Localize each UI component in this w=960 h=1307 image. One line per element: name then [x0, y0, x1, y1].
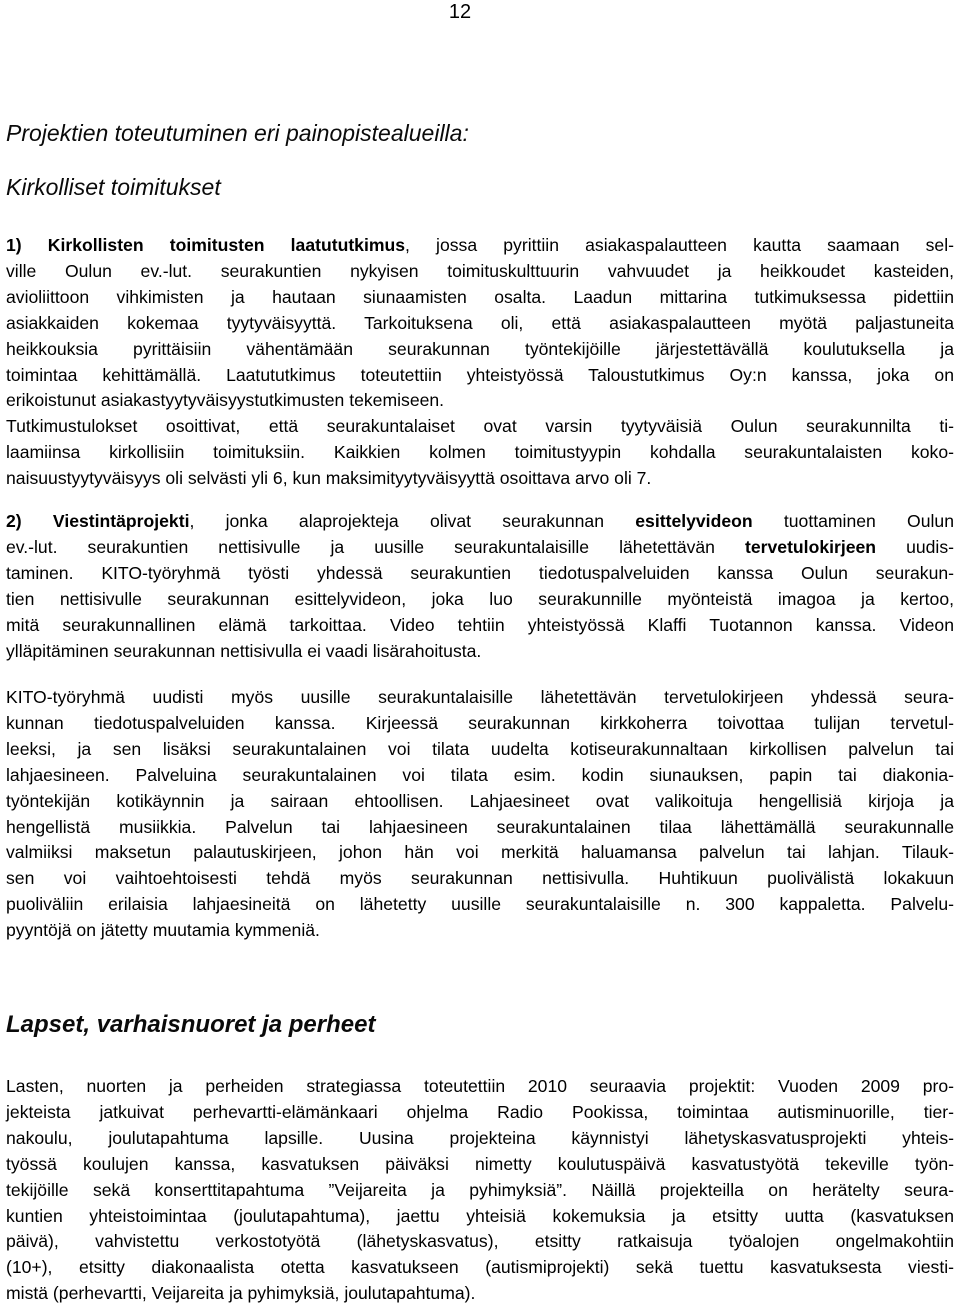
- text-line: erikoistunut asiakastyytyväisyystutkimusten tekemiseen.: [6, 390, 445, 411]
- text-run: tuottaminen Oulun: [752, 511, 955, 531]
- text-line: toimintaa kehittämällä. Laatututkimus toteutettiin yhteistyössä Taloustutkimus Oy:n kanssa, joka on: [6, 364, 954, 385]
- text-line: leeksi, ja sen lisäksi seurakuntalainen voi tilata uudelta kotiseurakunnaltaan kirkollisen palvelun tai: [6, 738, 954, 759]
- text-line: kuntien yhteistoimintaa (joulutapahtuma), jaettu yhteisiä kokemuksia ja etsitty uutta (kasvatuksen: [6, 1205, 954, 1226]
- text-line: lahjaesineen. Palveluina seurakuntalainen voi tilata esim. kodin siunauksen, papin tai diakonia-: [6, 764, 954, 785]
- text-line: ville Oulun ev.-lut. seurakuntien nykyisen toimituskulttuurin vahvuudet ja heikkoudet kasteiden,: [6, 260, 954, 281]
- text-line: (10+), etsitty diakonaalista otetta kasvatukseen (autismiprojekti) sekä tuettu kasvatuksesta viesti-: [6, 1257, 954, 1278]
- paragraph-tervetulokirje: [6, 685, 954, 944]
- text-line: [6, 233, 954, 259]
- paragraph-viestintaprojekti: [6, 509, 954, 664]
- bold-term: tervetulokirjeen: [745, 536, 877, 557]
- paragraph-laatututkimus: [6, 233, 954, 492]
- text-line: heikkouksia pyrittäisiin vähentämään seurakunnan työntekijöille järjestettävällä koulutuksella ja: [6, 338, 954, 359]
- text-line: jekteista jatkuivat perhevartti-elämänkaari ohjelma Radio Pookissa, toimintaa autisminuorille, tier-: [6, 1101, 954, 1122]
- text-run: , jossa pyrittiin asiakaspalautteen kautta saamaan sel-: [405, 235, 954, 255]
- text-line: [6, 535, 954, 561]
- paragraph-lapset: [6, 1074, 954, 1307]
- section-heading-lapset: Lapset, varhaisnuoret ja perheet: [6, 1011, 376, 1038]
- text-line: työssä koulujen kanssa, kasvatuksen päiväksi nimetty koulutuspäivä kasvatustyötä tekeville työn-: [6, 1153, 954, 1174]
- text-line: ylläpitäminen seurakunnan nettisivulla ei vaadi lisärahoitusta.: [6, 640, 482, 661]
- text-line: [6, 509, 954, 535]
- text-line: KITO-työryhmä uudisti myös uusille seurakuntalaisille lähetettävän tervetulokirjeen yhdessä seura-: [6, 687, 954, 707]
- text-line: naisuustyytyväisyys oli selvästi yli 6, kun maksimityytyväisyyttä osoittava arvo oli 7.: [6, 468, 652, 489]
- text-line: kunnan tiedotuspalveluiden kanssa. Kirjeessä seurakunnan kirkkoherra toivottaa tulijan tervetul-: [6, 712, 954, 733]
- text-line: nakoulu, joulutapahtuma lapsille. Uusina projekteina käynnistyi lähetyskasvatusprojekti yhteis-: [6, 1127, 954, 1148]
- text-line: mistä (perhevartti, Veijareita ja pyhimyksiä, joulutapahtuma).: [6, 1283, 476, 1304]
- text-line: avioliittoon vihkimisten ja hautaan siunaamisten osalta. Laadun mittarina tutkimuksessa pidettiin: [6, 286, 954, 307]
- text-line: sen voi vaihtoehtoisesti tehdä myös seurakunnan nettisivulla. Huhtikuun puolivälistä lokakuun: [6, 868, 954, 889]
- bold-term: esittelyvideon: [635, 511, 753, 531]
- text-run: , jonka alaprojekteja olivat seurakunnan: [189, 511, 636, 531]
- bold-term: 2) Viestintäprojekti: [6, 511, 190, 531]
- text-line: tien nettisivulle seurakunnan esittelyvideon, joka luo seurakunnille myönteistä imagoa ja kertoo,: [6, 588, 954, 609]
- text-line: päivä), vahvistettu verkostotyötä (lähetyskasvatus), etsitty ratkaisuja työalojen ongelmakohtiin: [6, 1231, 954, 1252]
- text-line: työntekijän kotikäynnin ja sairaan ehtoollisen. Lahjaesineet ovat valikoituja hengellisiä kirjoja ja: [6, 790, 954, 811]
- text-line: puoliväliin erilaisia lahjaesineitä on lähetetty uusille seurakuntalaisille n. 300 kappaletta. Palvelu-: [6, 894, 954, 915]
- text-line: laamiinsa kirkollisiin toimituksiin. Kaikkien kolmen toimitustyypin kohdalla seurakuntalaisten koko-: [6, 442, 954, 463]
- text-line: mitä seurakunnallinen elämä tarkoittaa. Video tehtiin yhteistyössä Klaffi Tuotannon kanssa. Videon: [6, 614, 954, 635]
- text-line: Lasten, nuorten ja perheiden strategiassa toteutettiin 2010 seuraavia projektit: Vuoden 2009 pro-: [6, 1076, 954, 1096]
- text-line: pyyntöjä on jätetty muutamia kymmeniä.: [6, 920, 320, 941]
- text-run: ev.-lut. seurakuntien nettisivulle ja uusille seurakuntalaisille lähetettävän: [6, 536, 746, 557]
- text-line: asiakkaiden kokemaa tyytyväisyyttä. Tarkoituksena oli, että asiakaspalautteen myötä paljastuneita: [6, 312, 954, 333]
- text-line: tekijöille sekä konserttitapahtuma ”Veijareita ja pyhimyksiä”. Näillä projekteilla on herätelty seura-: [6, 1179, 954, 1200]
- text-line: Tutkimustulokset osoittivat, että seurakuntalaiset ovat varsin tyytyväisiä Oulun seurakunnilta ti-: [6, 416, 954, 437]
- main-heading: Projektien toteutuminen eri painopistealueilla:: [6, 120, 469, 146]
- page-number: 12: [448, 1, 472, 23]
- text-line: taminen. KITO-työryhmä työsti yhdessä seurakuntien tiedotuspalveluiden kanssa Oulun seurakun-: [6, 562, 954, 583]
- text-line: hengellistä musiikkia. Palvelun tai lahjaesineen seurakuntalainen tilaa lähettämällä seurakunnalle: [6, 816, 954, 837]
- text-line: valmiiksi maksetun palautuskirjeen, johon hän voi merkitä haluamansa palvelun tai lahjan. Tilauk-: [6, 842, 954, 863]
- text-run: uudis-: [876, 536, 954, 557]
- section-heading-kirkolliset: Kirkolliset toimitukset: [6, 174, 221, 200]
- bold-term: 1) Kirkollisten toimitusten laatututkimus: [6, 235, 406, 255]
